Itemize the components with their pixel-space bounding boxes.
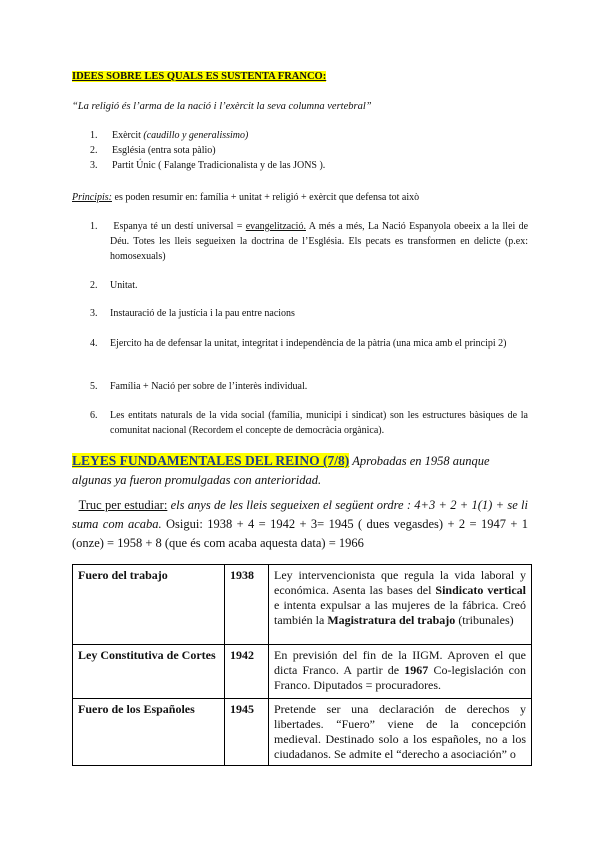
ideas-title: IDEES SOBRE LES QUALS ES SUSTENTA FRANCO: [72,71,327,82]
law-description: Ley intervencionista que regula la vida laboral y económica. Asenta las bases del Sindicato vertical e intenta expulsar a las mujeres de la fábrica. Creó también la Magistratura del trabajo (tribunales) [269,565,532,645]
laws-heading: LEYES FUNDAMENTALES DEL REINO (7/8) Aprobadas en 1958 aunque algunas ya fueron promulgadas con anterioridad. [72,453,490,487]
table-row [73,565,532,645]
pillars-list [90,128,325,173]
table-row [73,645,532,699]
list-item: 1. Espanya té un destí universal = evangelització. A més a més, La Nació Espanyola obeeix a la llei de Déu. Totes les lleis segueixen la doctrina de l’Església. Els pecats es transformen en delicte (p.ex: homosexuals) [90,221,529,262]
list-item: 2. Església (entra sota pàlio) [90,145,216,156]
laws-table [72,564,532,766]
list-item: 3. Instauració de la justícia i la pau entre nacions [90,308,295,319]
law-name: Fuero del trabajo [73,565,225,645]
law-name: Ley Constitutiva de Cortes [73,645,225,699]
law-year: 1938 [225,565,269,645]
study-trick: Truc per estudiar: els anys de les lleis segueixen el següent ordre : 4+3 + 2 + 1(1) + se li suma com acaba. Osigui: 1938 + 4 = 1942 + 3= 1945 ( dues vegasdes) + 2 = 1947 + 1 (onze) = 1958 + 8 (que és com acaba aquesta data) = 1966 [72,498,529,550]
law-description: Pretende ser una declaración de derechos y libertades. “Fuero” viene de la concepción medieval. Destinado solo a los españoles, no a los ciudadanos. Se admite el “derecho a asociación” o [269,699,532,766]
law-year: 1942 [225,645,269,699]
list-item: 6. Les entitats naturals de la vida social (família, municipi i sindicat) son les estructures bàsiques de la comunitat nacional (Recordem el concepte de democràcia orgànica). [90,410,528,436]
law-description: En previsión del fin de la IIGM. Aproven el que dicta Franco. A partir de 1967 Co-legislación con Franco. Diputados = procuradores. [269,645,532,699]
list-item: 1. Exèrcit (caudillo y generalissimo) [90,130,249,141]
franco-quote: “La religió és l’arma de la nació i l’exèrcit la seva columna vertebral” [72,101,372,112]
list-item: 2. Unitat. [90,280,138,291]
table-row [73,699,532,766]
list-item: 4. Ejercito ha de defensar la unitat, integritat i independència de la pàtria (una mica amb el principi 2) [90,338,507,349]
principles-intro: Principis: es poden resumir en: família + unitat + religió + exèrcit que defensa tot això [72,192,420,203]
law-name: Fuero de los Españoles [73,699,225,766]
law-year: 1945 [225,699,269,766]
list-item: 5. Família + Nació per sobre de l’interès individual. [90,381,308,392]
list-item: 3. Partit Únic ( Falange Tradicionalista y de las JONS ). [90,160,326,171]
